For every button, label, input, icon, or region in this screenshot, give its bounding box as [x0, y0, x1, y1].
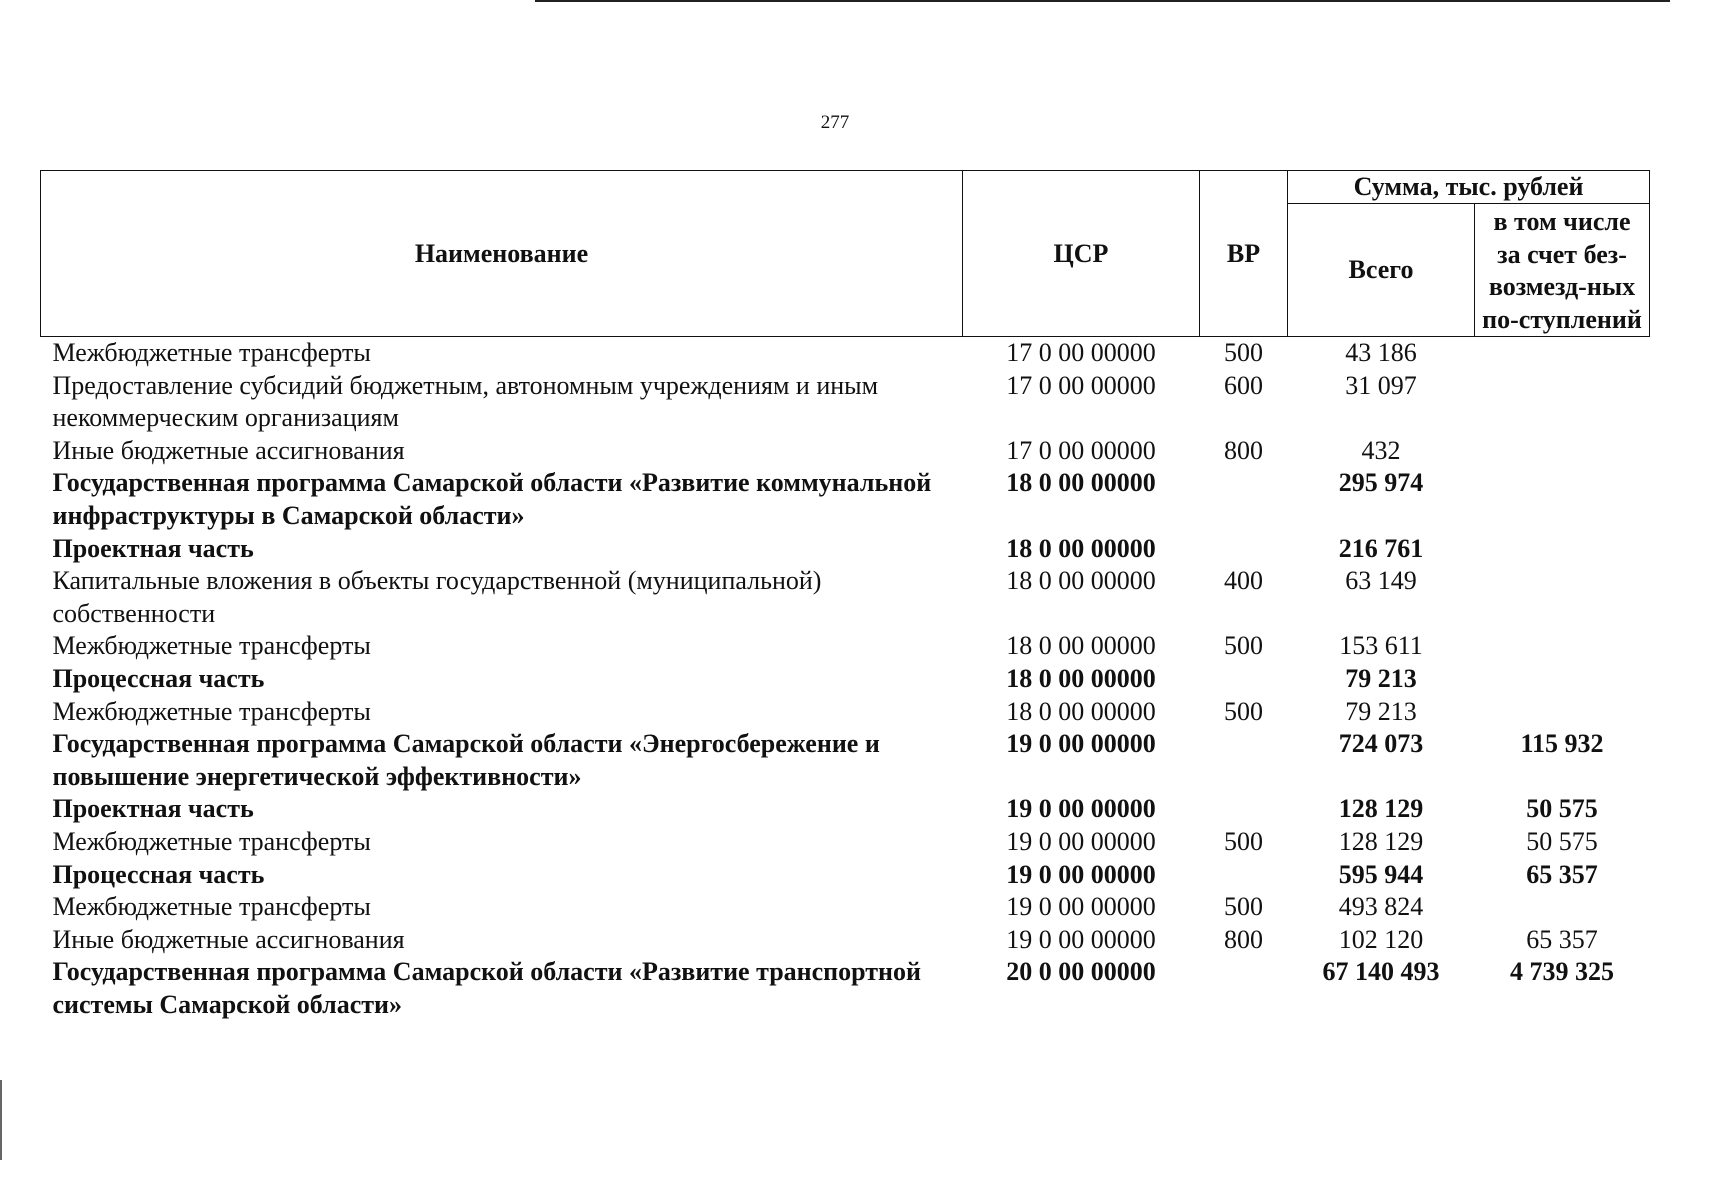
cell-incl: [1475, 630, 1650, 663]
budget-table: [40, 170, 1650, 1021]
cell-vr: 500: [1224, 826, 1263, 856]
cell-vr: [1200, 663, 1288, 696]
table-row: [41, 793, 1650, 826]
cell-total: 595 944: [1338, 859, 1424, 889]
cell-name: Процессная часть: [52, 859, 265, 889]
cell-incl: 115 932: [1520, 729, 1604, 759]
cell-incl: [1475, 435, 1650, 468]
top-border-line: [535, 0, 1670, 2]
cell-total: 67 140 493: [1322, 957, 1440, 987]
cell-incl: [1475, 696, 1650, 729]
table-row: [41, 337, 1650, 370]
table-row: [41, 826, 1650, 859]
cell-total: 63 149: [1345, 566, 1417, 596]
cell-name: Иные бюджетные ассигнования: [52, 924, 405, 954]
cell-csr: 18 0 00 00000: [1006, 696, 1156, 726]
cell-name: Межбюджетные трансферты: [52, 826, 371, 856]
cell-vr: [1200, 467, 1288, 532]
table-row: [41, 435, 1650, 468]
cell-total: 43 186: [1345, 338, 1417, 367]
cell-name: Государственная программа Самарской области «Развитие транспортной системы Самарской области»: [52, 957, 921, 1019]
cell-vr: [1200, 533, 1288, 566]
cell-vr: 800: [1224, 924, 1263, 954]
cell-csr: 17 0 00 00000: [1006, 338, 1156, 367]
cell-csr: 19 0 00 00000: [1006, 859, 1156, 889]
cell-name: Межбюджетные трансферты: [52, 696, 371, 726]
cell-name: Межбюджетные трансферты: [52, 338, 371, 367]
cell-csr: 17 0 00 00000: [1006, 435, 1156, 465]
cell-total: 153 611: [1339, 631, 1423, 661]
table-row: [41, 924, 1650, 957]
table-row: [41, 696, 1650, 729]
table-row: [41, 565, 1650, 630]
cell-vr: 800: [1224, 435, 1263, 465]
cell-csr: 18 0 00 00000: [1006, 631, 1156, 661]
cell-csr: 19 0 00 00000: [1006, 826, 1156, 856]
cell-name: Процессная часть: [52, 663, 265, 693]
cell-total: 31 097: [1345, 370, 1417, 400]
cell-name: Проектная часть: [52, 533, 254, 563]
cell-name: Межбюджетные трансферты: [52, 892, 371, 922]
header-total: Всего: [1288, 204, 1475, 337]
cell-incl: [1475, 891, 1650, 924]
table-row: [41, 728, 1650, 793]
cell-total: 724 073: [1338, 729, 1424, 759]
cell-vr: 600: [1224, 370, 1263, 400]
cell-vr: [1200, 859, 1288, 892]
cell-name: Государственная программа Самарской области «Энергосбережение и повышение энергетической эффективности»: [52, 729, 880, 791]
table-row: [41, 859, 1650, 892]
cell-csr: 17 0 00 00000: [1006, 370, 1156, 400]
header-incl: в том числе за счет без-возмезд-ных по-ступлений: [1475, 204, 1650, 337]
header-csr: ЦСР: [963, 171, 1200, 337]
cell-name: Капитальные вложения в объекты государственной (муниципальной) собственности: [52, 566, 822, 628]
cell-csr: 18 0 00 00000: [1006, 468, 1156, 498]
cell-vr: [1200, 728, 1288, 793]
cell-incl: [1475, 663, 1650, 696]
cell-name: Проектная часть: [52, 794, 254, 824]
cell-incl: 50 575: [1526, 826, 1598, 856]
cell-incl: [1475, 565, 1650, 630]
cell-total: 432: [1361, 435, 1401, 465]
cell-incl: [1475, 337, 1650, 370]
table-row: [41, 891, 1650, 924]
cell-total: 102 120: [1338, 924, 1424, 954]
cell-total: 79 213: [1345, 696, 1417, 726]
cell-total: 128 129: [1338, 826, 1424, 856]
cell-csr: 18 0 00 00000: [1006, 533, 1156, 563]
cell-name: Предоставление субсидий бюджетным, автономным учреждениям и иным некоммерческим организациям: [52, 370, 879, 433]
table-row: [41, 663, 1650, 696]
cell-name: Межбюджетные трансферты: [52, 631, 371, 661]
cell-vr: 500: [1224, 892, 1263, 922]
cell-vr: [1200, 793, 1288, 826]
table-row: [41, 533, 1650, 566]
header-vr: ВР: [1200, 171, 1288, 337]
cell-incl: [1475, 533, 1650, 566]
cell-csr: 19 0 00 00000: [1006, 794, 1156, 824]
cell-vr: 500: [1224, 696, 1263, 726]
cell-total: 128 129: [1338, 794, 1424, 824]
cell-name: Иные бюджетные ассигнования: [52, 435, 405, 465]
cell-vr: 400: [1224, 566, 1263, 596]
table-row: [41, 956, 1650, 1021]
header-name: Наименование: [41, 171, 963, 337]
table-row: [41, 467, 1650, 532]
cell-name: Государственная программа Самарской области «Развитие коммунальной инфраструктуры в Самарской области»: [52, 468, 932, 530]
cell-vr: 500: [1224, 338, 1263, 367]
cell-vr: 500: [1224, 631, 1263, 661]
cell-vr: [1200, 956, 1288, 1021]
cell-incl: 65 357: [1526, 924, 1598, 954]
cell-total: 216 761: [1338, 533, 1424, 563]
cell-csr: 18 0 00 00000: [1006, 663, 1156, 693]
table-header: [41, 171, 1650, 337]
cell-csr: 19 0 00 00000: [1006, 924, 1156, 954]
table-body: [41, 337, 1650, 1022]
table-row: [41, 370, 1650, 435]
cell-total: 295 974: [1338, 468, 1424, 498]
cell-csr: 20 0 00 00000: [1006, 957, 1156, 987]
cell-incl: 50 575: [1526, 794, 1598, 824]
cell-csr: 18 0 00 00000: [1006, 566, 1156, 596]
table-row: [41, 630, 1650, 663]
header-sum-group: Сумма, тыс. рублей: [1288, 171, 1650, 204]
cell-incl: 4 739 325: [1510, 957, 1614, 987]
cell-incl: [1475, 467, 1650, 532]
scan-edge-mark: [0, 1080, 2, 1160]
cell-incl: [1475, 370, 1650, 435]
cell-incl: 65 357: [1526, 859, 1598, 889]
cell-total: 493 824: [1338, 892, 1424, 922]
cell-csr: 19 0 00 00000: [1006, 729, 1156, 759]
page-number: 277: [820, 112, 850, 133]
cell-csr: 19 0 00 00000: [1006, 892, 1156, 922]
cell-total: 79 213: [1345, 663, 1417, 693]
